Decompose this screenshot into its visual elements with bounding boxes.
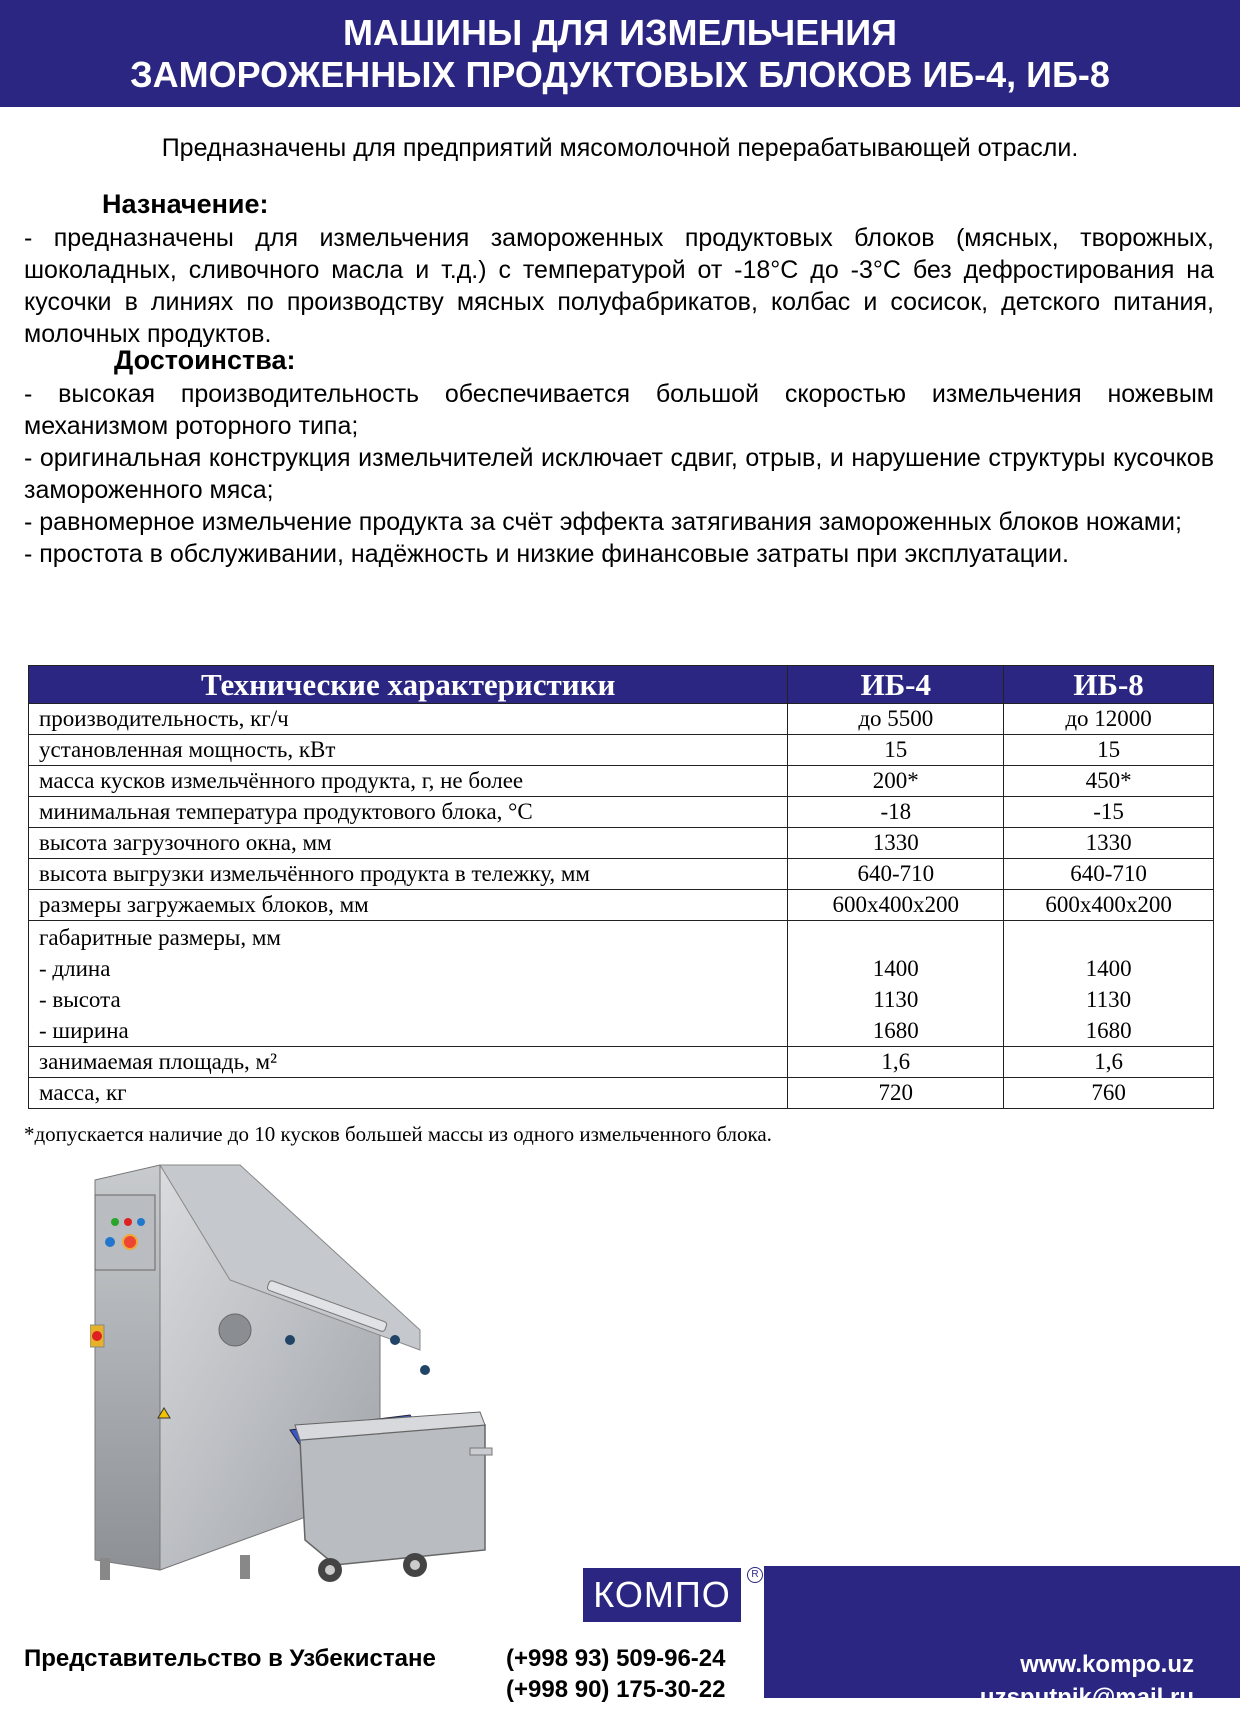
row-label: масса, кг bbox=[29, 1078, 788, 1109]
contact-box bbox=[764, 1566, 1240, 1711]
email-link[interactable]: uzsputnik@mail.ru bbox=[979, 1684, 1194, 1711]
spec-table bbox=[28, 665, 1214, 1109]
dims-height-label: - высота bbox=[39, 987, 121, 1012]
row-label: высота выгрузки измельчённого продукта в тележку, мм bbox=[29, 859, 788, 890]
row-ib4-value: 15 bbox=[788, 735, 1004, 766]
website-link[interactable]: www.kompo.uz bbox=[1020, 1651, 1194, 1678]
row-label: размеры загружаемых блоков, мм bbox=[29, 890, 788, 921]
row-ib4-value: -18 bbox=[788, 797, 1004, 828]
row-ib8-value: -15 bbox=[1004, 797, 1214, 828]
table-row bbox=[29, 704, 1214, 735]
row-ib8-value: до 12000 bbox=[1004, 704, 1214, 735]
representative-label: Представительство в Узбекистане bbox=[24, 1645, 436, 1672]
table-header-row bbox=[29, 666, 1214, 704]
table-row bbox=[29, 890, 1214, 921]
table-row-dimensions bbox=[29, 921, 1214, 1047]
dims-ib4-values bbox=[788, 921, 1004, 1047]
table-row bbox=[29, 766, 1214, 797]
intro-text: Предназначены для предприятий мясомолочной перерабатывающей отрасли. bbox=[161, 134, 1079, 162]
table-header-ib8: ИБ-8 bbox=[1004, 666, 1214, 704]
table-row bbox=[29, 1078, 1214, 1109]
row-label: установленная мощность, кВт bbox=[29, 735, 788, 766]
table-row bbox=[29, 735, 1214, 766]
page-header bbox=[0, 0, 1240, 107]
purpose-title: Назначение: bbox=[102, 189, 269, 219]
dims-label: габаритные размеры, мм bbox=[39, 925, 281, 950]
phone-1: (+998 93) 509-96-24 bbox=[506, 1645, 726, 1672]
table-footnote: *допускается наличие до 10 кусков большей массы из одного измельченного блока. bbox=[24, 1122, 772, 1146]
row-label: минимальная температура продуктового блока, °С bbox=[29, 797, 788, 828]
registered-mark: R bbox=[747, 1567, 763, 1583]
row-ib4-value: до 5500 bbox=[788, 704, 1004, 735]
table-header-ib4: ИБ-4 bbox=[788, 666, 1004, 704]
dims-labels bbox=[29, 921, 788, 1047]
machine-illustration bbox=[90, 1160, 540, 1590]
row-ib4-value: 1330 bbox=[788, 828, 1004, 859]
dims-ib8-values bbox=[1004, 921, 1214, 1047]
table-row bbox=[29, 859, 1214, 890]
advantages-list bbox=[24, 378, 1214, 570]
row-ib8-value: 450* bbox=[1004, 766, 1214, 797]
header-title-line2: ЗАМОРОЖЕННЫХ ПРОДУКТОВЫХ БЛОКОВ ИБ-4, ИБ-8 bbox=[130, 54, 1110, 95]
phone-2: (+998 90) 175-30-22 bbox=[506, 1676, 726, 1703]
row-ib4-value: 720 bbox=[788, 1078, 1004, 1109]
advantage-item: - высокая производительность обеспечивается большой скоростью измельчения ножевым механизмом роторного типа; bbox=[24, 380, 1214, 440]
row-ib8-value: 600х400х200 bbox=[1004, 890, 1214, 921]
row-ib8-value: 1330 bbox=[1004, 828, 1214, 859]
header-title-line1: МАШИНЫ ДЛЯ ИЗМЕЛЬЧЕНИЯ bbox=[343, 12, 897, 53]
row-ib8-value: 15 bbox=[1004, 735, 1214, 766]
purpose-text bbox=[24, 222, 1214, 350]
row-label: высота загрузочного окна, мм bbox=[29, 828, 788, 859]
advantages-title: Достоинства: bbox=[114, 345, 296, 375]
dims-ib8-length: 1400 bbox=[1085, 956, 1132, 981]
row-ib8-value: 1,6 bbox=[1004, 1047, 1214, 1078]
dims-ib4-width: 1680 bbox=[872, 1018, 919, 1043]
advantage-item: - оригинальная конструкция измельчителей исключает сдвиг, отрыв, и нарушение структуры кусочков замороженного мяса; bbox=[24, 444, 1214, 504]
row-ib8-value: 760 bbox=[1004, 1078, 1214, 1109]
table-header-spec: Технические характеристики bbox=[29, 666, 788, 704]
dims-width-label: - ширина bbox=[39, 1018, 129, 1043]
dims-ib8-width: 1680 bbox=[1085, 1018, 1132, 1043]
row-label: масса кусков измельчённого продукта, г, не более bbox=[29, 766, 788, 797]
row-label: занимаемая площадь, м² bbox=[29, 1047, 788, 1078]
dims-ib4-height: 1130 bbox=[873, 987, 919, 1012]
dims-ib4-length: 1400 bbox=[872, 956, 919, 981]
row-label: производительность, кг/ч bbox=[29, 704, 788, 735]
row-ib4-value: 1,6 bbox=[788, 1047, 1004, 1078]
row-ib8-value: 640-710 bbox=[1004, 859, 1214, 890]
dims-ib8-height: 1130 bbox=[1086, 987, 1132, 1012]
row-ib4-value: 640-710 bbox=[788, 859, 1004, 890]
table-row bbox=[29, 797, 1214, 828]
dims-length-label: - длина bbox=[39, 956, 111, 981]
table-row bbox=[29, 828, 1214, 859]
row-ib4-value: 200* bbox=[788, 766, 1004, 797]
row-ib4-value: 600х400х200 bbox=[788, 890, 1004, 921]
advantage-item: - равномерное измельчение продукта за счёт эффекта затягивания замороженных блоков ножами; bbox=[24, 508, 1182, 536]
table-row bbox=[29, 1047, 1214, 1078]
purpose-paragraph: - предназначены для измельчения замороженных продуктовых блоков (мясных, творожных, шоколадных, сливочного масла и т.д.) с температурой от -18°С до -3°С без дефростирования на кусочки в линиях по производству мясных полуфабрикатов, колбас и сосисок, детского питания, молочных продуктов. bbox=[24, 224, 1214, 348]
advantage-item: - простота в обслуживании, надёжность и низкие финансовые затраты при эксплуатации. bbox=[24, 540, 1069, 568]
kompo-logo: КОМПО bbox=[583, 1568, 741, 1622]
